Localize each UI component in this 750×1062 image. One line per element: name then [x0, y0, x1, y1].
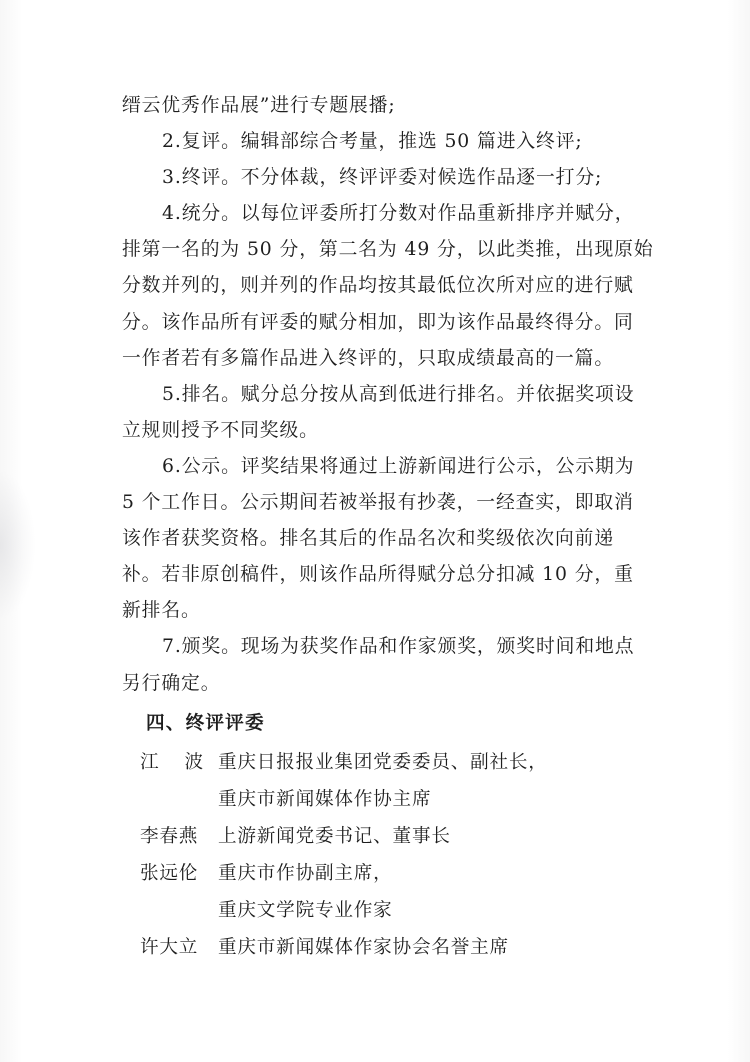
judge-name: 许大立: [140, 936, 199, 958]
judge-row: [122, 855, 642, 892]
paragraph-line: 补。若非原创稿件，则该作品所得赋分总分扣减 10 分，重: [122, 564, 634, 586]
paragraph-line: 7.颁奖。现场为获奖作品和作家颁奖，颁奖时间和地点: [162, 636, 635, 658]
judge-name: 李春燕: [140, 825, 199, 847]
judge-role: 重庆日报报业集团党委委员、副社长，: [218, 751, 548, 773]
judge-row-continued: [122, 781, 642, 818]
judge-role: 重庆市新闻媒体作协主席: [218, 788, 432, 810]
judge-row-continued: [122, 892, 642, 929]
paragraph-line: 分数并列的，则并列的作品均按其最低位次所对应的进行赋: [122, 275, 634, 297]
judge-row: [122, 744, 642, 781]
judge-row: [122, 818, 642, 855]
paragraph-line: 6.公示。评奖结果将通过上游新闻进行公示，公示期为: [162, 455, 635, 477]
paragraph-line: 立规则授予不同奖级。: [122, 419, 319, 441]
judges-list: [122, 744, 642, 966]
paragraph-line: 2.复评。编辑部综合考量，推选 50 篇进入终评;: [162, 131, 583, 153]
judge-role: 重庆市新闻媒体作家协会名誉主席: [218, 936, 509, 958]
paragraph-line: 新排名。: [122, 600, 201, 622]
document-body: [122, 88, 654, 966]
paragraph-line: 该作者获奖资格。排名其后的作品名次和奖级依次向前递: [122, 528, 615, 550]
paragraph-line: 分。该作品所有评委的赋分相加，即为该作品最终得分。同: [122, 311, 634, 333]
judge-role: 上游新闻党委书记、董事长: [218, 825, 451, 847]
paragraph-line: 排第一名的为 50 分，第二名为 49 分，以此类推，出现原始: [122, 239, 654, 261]
paragraph-line: 5 个工作日。公示期间若被举报有抄袭，一经查实，即取消: [122, 492, 634, 514]
judge-row: [122, 929, 642, 966]
paragraph-line: 4.统分。以每位评委所打分数对作品重新排序并赋分，: [162, 203, 635, 225]
paragraph-line: 3.终评。不分体裁，终评评委对候选作品逐一打分;: [162, 167, 603, 189]
judge-name: 江 波: [140, 751, 214, 773]
judge-role: 重庆市作协副主席，: [218, 862, 393, 884]
section-heading: 四、终评评委: [146, 712, 265, 734]
judge-name: 张远伦: [140, 862, 199, 884]
paragraph-line: 一作者若有多篇作品进入终评的，只取成绩最高的一篇。: [122, 347, 615, 369]
paragraph-line: 5.排名。赋分总分按从高到低进行排名。并依据奖项设: [162, 383, 635, 405]
seal-mark-edge: [0, 470, 36, 620]
paragraph-line: 另行确定。: [122, 672, 221, 694]
judge-role: 重庆文学院专业作家: [218, 899, 393, 921]
paragraph-line: 缙云优秀作品展”进行专题展播;: [122, 95, 396, 116]
